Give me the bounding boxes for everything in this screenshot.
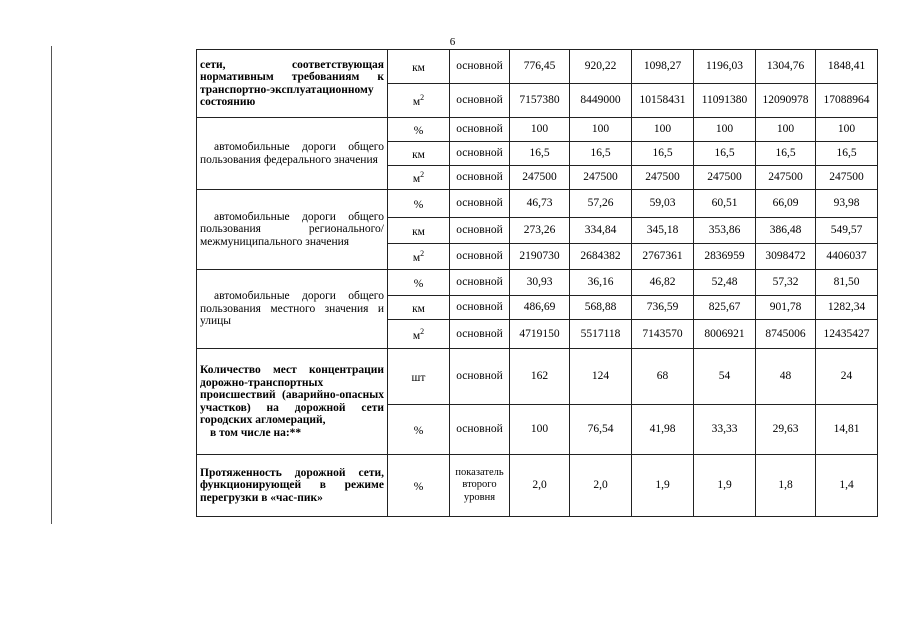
value-cell: 16,5 — [570, 142, 632, 166]
value-cell: 29,63 — [756, 405, 816, 455]
value-cell: 16,5 — [694, 142, 756, 166]
value-cell: 57,26 — [570, 190, 632, 218]
value-cell: 46,82 — [632, 270, 694, 296]
value-cell: 1098,27 — [632, 50, 694, 84]
value-cell: 247500 — [816, 166, 878, 190]
value-cell: 14,81 — [816, 405, 878, 455]
level-cell: основной — [450, 84, 510, 118]
indicator-description: Протяженность дорожной сети, функционирующей в режиме перегрузки в «час-пик» — [197, 455, 388, 517]
table-row — [197, 455, 878, 517]
level-cell: основной — [450, 296, 510, 320]
value-cell: 3098472 — [756, 244, 816, 270]
value-cell: 486,69 — [510, 296, 570, 320]
value-cell: 33,33 — [694, 405, 756, 455]
value-cell: 16,5 — [510, 142, 570, 166]
level-cell: основной — [450, 244, 510, 270]
value-cell: 100 — [510, 118, 570, 142]
indicators-table — [196, 49, 878, 517]
value-cell: 1848,41 — [816, 50, 878, 84]
value-cell: 1196,03 — [694, 50, 756, 84]
value-cell: 8745006 — [756, 320, 816, 349]
value-cell: 736,59 — [632, 296, 694, 320]
level-cell: основной — [450, 190, 510, 218]
unit-cell: $м^2$ — [388, 166, 450, 190]
value-cell: 16,5 — [816, 142, 878, 166]
value-cell: 334,84 — [570, 218, 632, 244]
value-cell: 17088964 — [816, 84, 878, 118]
unit-cell: $м^2$ — [388, 84, 450, 118]
level-cell: основной — [450, 349, 510, 405]
unit-cell: % — [388, 270, 450, 296]
value-cell: 1,9 — [694, 455, 756, 517]
value-cell: 11091380 — [694, 84, 756, 118]
value-cell: 345,18 — [632, 218, 694, 244]
value-cell: 2190730 — [510, 244, 570, 270]
level-cell: основной — [450, 142, 510, 166]
value-cell: 57,32 — [756, 270, 816, 296]
value-cell: 1,4 — [816, 455, 878, 517]
table-row — [197, 118, 878, 142]
level-cell: основной — [450, 218, 510, 244]
unit-cell: км — [388, 296, 450, 320]
value-cell: 1,8 — [756, 455, 816, 517]
value-cell: 100 — [570, 118, 632, 142]
unit-cell: $м^2$ — [388, 320, 450, 349]
unit-cell: км — [388, 218, 450, 244]
value-cell: 247500 — [694, 166, 756, 190]
value-cell: 76,54 — [570, 405, 632, 455]
value-cell: 24 — [816, 349, 878, 405]
indicator-description: сети, соответствующая нормативным требованиям к транспортно-эксплуатационному состоянию — [197, 50, 388, 118]
table-row — [197, 190, 878, 218]
value-cell: 386,48 — [756, 218, 816, 244]
value-cell: 124 — [570, 349, 632, 405]
value-cell: 60,51 — [694, 190, 756, 218]
unit-cell: % — [388, 455, 450, 517]
level-cell: показатель второго уровня — [450, 455, 510, 517]
value-cell: 66,09 — [756, 190, 816, 218]
level-cell: основной — [450, 270, 510, 296]
value-cell: 4719150 — [510, 320, 570, 349]
value-cell: 1282,34 — [816, 296, 878, 320]
value-cell: 568,88 — [570, 296, 632, 320]
value-cell: 30,93 — [510, 270, 570, 296]
unit-cell: км — [388, 50, 450, 84]
value-cell: 247500 — [510, 166, 570, 190]
unit-cell: $м^2$ — [388, 244, 450, 270]
level-cell: основной — [450, 50, 510, 84]
indicator-description: Количество мест концентрации дорожно-транспортных происшествий (аварийно-опасных участков) на дорожной сети городских агломераций, в том числе на:** — [197, 349, 388, 455]
value-cell: 273,26 — [510, 218, 570, 244]
value-cell: 4406037 — [816, 244, 878, 270]
value-cell: 353,86 — [694, 218, 756, 244]
level-cell: основной — [450, 118, 510, 142]
value-cell: 48 — [756, 349, 816, 405]
value-cell: 16,5 — [632, 142, 694, 166]
value-cell: 41,98 — [632, 405, 694, 455]
indicator-description: автомобильные дороги общего пользования федерального значения — [197, 118, 388, 190]
value-cell: 2,0 — [570, 455, 632, 517]
value-cell: 549,57 — [816, 218, 878, 244]
value-cell: 1304,76 — [756, 50, 816, 84]
unit-cell: % — [388, 190, 450, 218]
unit-cell: шт — [388, 349, 450, 405]
unit-cell: % — [388, 118, 450, 142]
table-row — [197, 270, 878, 296]
value-cell: 920,22 — [570, 50, 632, 84]
unit-cell: км — [388, 142, 450, 166]
value-cell: 36,16 — [570, 270, 632, 296]
value-cell: 2836959 — [694, 244, 756, 270]
value-cell: 2,0 — [510, 455, 570, 517]
value-cell: 1,9 — [632, 455, 694, 517]
level-cell: основной — [450, 405, 510, 455]
value-cell: 162 — [510, 349, 570, 405]
unit-cell: % — [388, 405, 450, 455]
indicator-description: автомобильные дороги общего пользования местного значения и улицы — [197, 270, 388, 349]
value-cell: 81,50 — [816, 270, 878, 296]
margin-rule — [51, 46, 52, 524]
value-cell: 2684382 — [570, 244, 632, 270]
value-cell: 68 — [632, 349, 694, 405]
value-cell: 5517118 — [570, 320, 632, 349]
table-row — [197, 50, 878, 84]
value-cell: 100 — [694, 118, 756, 142]
table-row — [197, 349, 878, 405]
page-number: 6 — [449, 36, 456, 48]
indicator-description-tail: в том числе на:** — [210, 426, 302, 439]
value-cell: 10158431 — [632, 84, 694, 118]
value-cell: 100 — [816, 118, 878, 142]
value-cell: 54 — [694, 349, 756, 405]
value-cell: 776,45 — [510, 50, 570, 84]
value-cell: 7143570 — [632, 320, 694, 349]
value-cell: 901,78 — [756, 296, 816, 320]
indicator-description: автомобильные дороги общего пользования регионального/ межмуниципального значения — [197, 190, 388, 270]
value-cell: 247500 — [632, 166, 694, 190]
value-cell: 825,67 — [694, 296, 756, 320]
value-cell: 247500 — [756, 166, 816, 190]
value-cell: 12435427 — [816, 320, 878, 349]
value-cell: 2767361 — [632, 244, 694, 270]
value-cell: 12090978 — [756, 84, 816, 118]
value-cell: 100 — [510, 405, 570, 455]
value-cell: 8006921 — [694, 320, 756, 349]
value-cell: 52,48 — [694, 270, 756, 296]
level-cell: основной — [450, 320, 510, 349]
value-cell: 8449000 — [570, 84, 632, 118]
value-cell: 16,5 — [756, 142, 816, 166]
value-cell: 247500 — [570, 166, 632, 190]
value-cell: 93,98 — [816, 190, 878, 218]
value-cell: 7157380 — [510, 84, 570, 118]
value-cell: 100 — [632, 118, 694, 142]
value-cell: 59,03 — [632, 190, 694, 218]
level-cell: основной — [450, 166, 510, 190]
value-cell: 100 — [756, 118, 816, 142]
value-cell: 46,73 — [510, 190, 570, 218]
